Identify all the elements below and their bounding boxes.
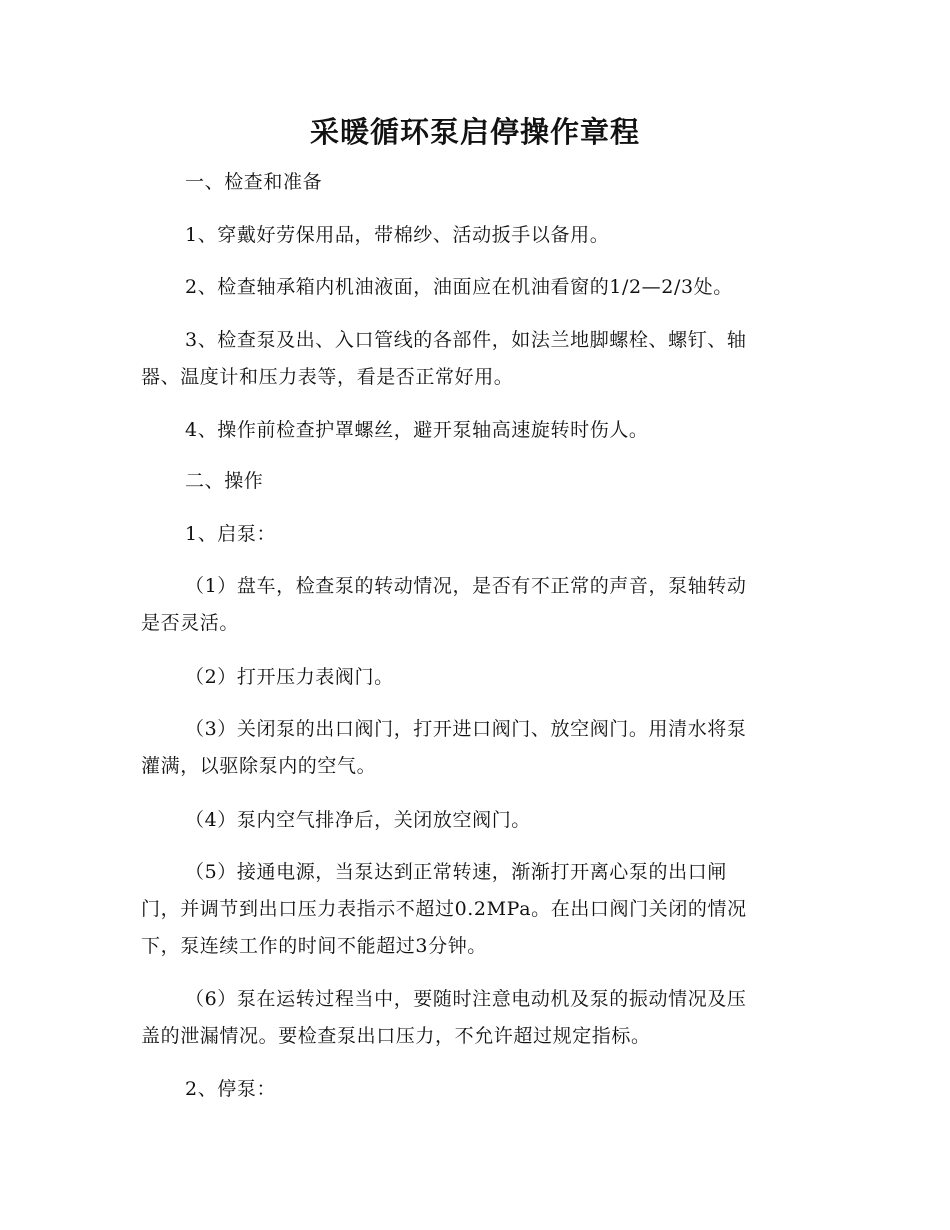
paragraph-step-4 xyxy=(141,802,809,839)
subheading-start-pump xyxy=(141,516,809,553)
paragraph-line: 灌满，以驱除泵内的空气。 xyxy=(141,755,377,777)
paragraph-step-6 xyxy=(141,981,809,1055)
paragraph-step-3 xyxy=(141,711,809,785)
section-heading-operation xyxy=(141,463,809,500)
paragraph-line: 门，并调节到出口压力表指示不超过0.2MPa。在出口阀门关闭的情况 xyxy=(141,898,747,920)
paragraph-line: 2、检查轴承箱内机油液面，油面应在机油看窗的1/2—2/3处。 xyxy=(185,276,733,298)
paragraph-line: （2）打开压力表阀门。 xyxy=(185,666,394,688)
paragraph-step-1 xyxy=(141,568,809,642)
paragraph-line: 下，泵连续工作的时间不能超过3分钟。 xyxy=(141,935,487,957)
paragraph-line: （4）泵内空气排净后，关闭放空阀门。 xyxy=(185,809,531,831)
paragraph-line: （3）关闭泵的出口阀门，打开进口阀门、放空阀门。用清水将泵 xyxy=(185,718,747,740)
paragraph-line: 4、操作前检查护罩螺丝，避开泵轴高速旋转时伤人。 xyxy=(185,419,649,441)
paragraph-line: 1、穿戴好劳保用品，带棉纱、活动扳手以备用。 xyxy=(185,224,610,246)
paragraph-item-4 xyxy=(141,412,809,449)
section-heading-check-prepare xyxy=(141,164,809,201)
paragraph-line: 2、停泵： xyxy=(185,1078,277,1100)
paragraph-line: 1、启泵： xyxy=(185,523,277,545)
paragraph-item-2 xyxy=(141,269,809,306)
paragraph-item-1 xyxy=(141,217,809,254)
paragraph-line: 器、温度计和压力表等，看是否正常好用。 xyxy=(141,366,514,388)
paragraph-line: 一、检查和准备 xyxy=(185,171,323,193)
paragraph-step-5 xyxy=(141,854,809,965)
paragraph-line: 盖的泄漏情况。要检查泵出口压力，不允许超过规定指标。 xyxy=(141,1025,651,1047)
paragraph-line: （5）接通电源，当泵达到正常转速，渐渐打开离心泵的出口闸 xyxy=(185,861,727,883)
paragraph-line: （6）泵在运转过程当中，要随时注意电动机及泵的振动情况及压 xyxy=(185,988,747,1010)
subheading-stop-pump xyxy=(141,1071,809,1108)
paragraph-line: （1）盘车，检查泵的转动情况，是否有不正常的声音，泵轴转动 xyxy=(185,575,747,597)
document-title: 采暖循环泵启停操作章程 xyxy=(309,115,640,149)
paragraph-line: 是否灵活。 xyxy=(141,612,240,634)
paragraph-line: 二、操作 xyxy=(185,470,264,492)
paragraph-line: 3、检查泵及出、入口管线的各部件，如法兰地脚螺栓、螺钉、轴 xyxy=(185,329,747,351)
paragraph-step-2 xyxy=(141,659,809,696)
paragraph-item-3 xyxy=(141,322,809,396)
